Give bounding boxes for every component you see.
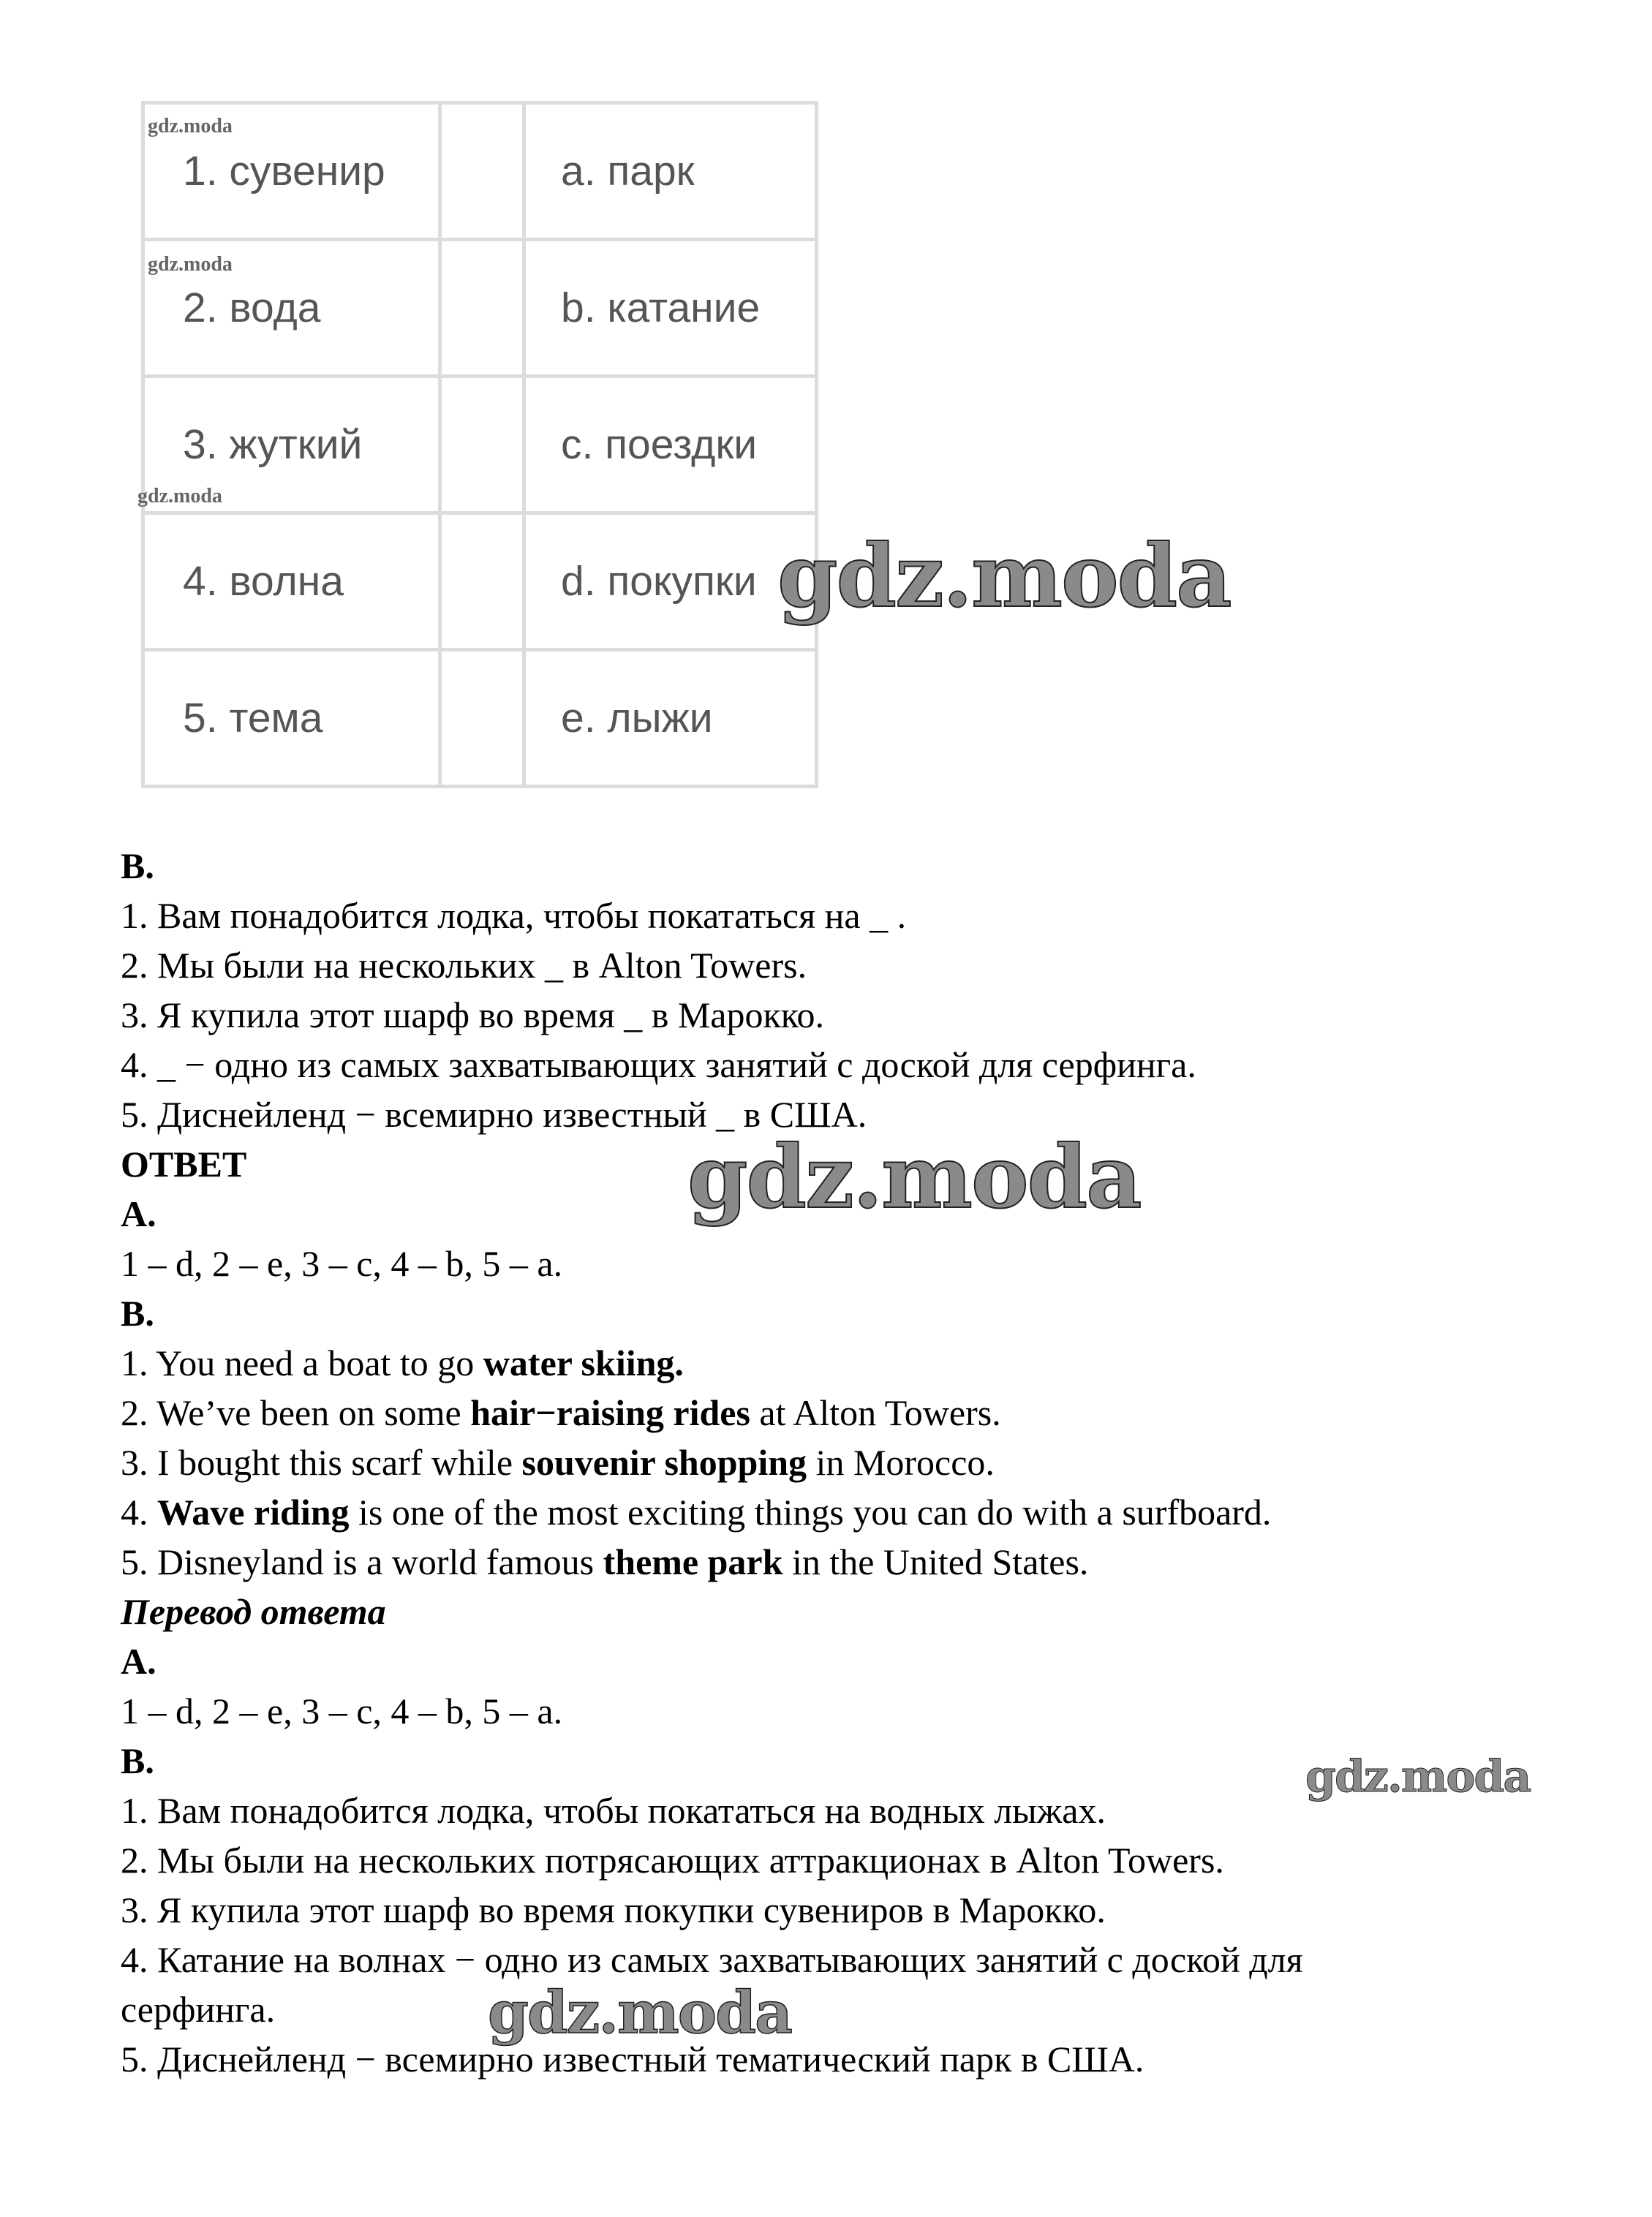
answer-line (121, 1438, 995, 1487)
table-cell-empty (440, 240, 524, 377)
table-cell-right (524, 650, 817, 787)
answer-b-heading: B. (121, 1293, 154, 1334)
table-item: 5. тема (183, 695, 323, 741)
translation-line: 3. Я купила этот шарф во время покупки сувениров в Марокко. (121, 1889, 1106, 1930)
watermark-small: gdz.moda (148, 115, 233, 137)
answer-text: in the United States. (782, 1541, 1089, 1582)
translation-line: 2. Мы были на нескольких потрясающих аттракционах в Alton Towers. (121, 1840, 1224, 1881)
table-item: 4. волна (183, 558, 344, 605)
table-cell-left (143, 240, 440, 377)
answer-a-heading: A. (121, 1193, 156, 1234)
answer-line (121, 1388, 1001, 1438)
table-cell-right (524, 240, 817, 377)
watermark: gdz.moda (687, 1126, 1141, 1228)
answer-text: 5. Disneyland is a world famous (121, 1541, 603, 1582)
answer-text: 3. I bought this scarf while (121, 1442, 522, 1483)
answer-line (121, 1338, 684, 1388)
translation-line: 4. Катание на волнах − одно из самых захватывающих занятий с доской для (121, 1939, 1303, 1980)
table-cell-left (143, 650, 440, 787)
task-line: 3. Я купила этот шарф во время _ в Марокко. (121, 994, 825, 1035)
watermark-small: gdz.moda (148, 253, 233, 276)
translation-a-heading: A. (121, 1641, 156, 1682)
section-heading: B. (121, 845, 154, 886)
table-cell-left (143, 513, 440, 650)
answer-keyword: theme park (603, 1541, 783, 1582)
answer-line (121, 1487, 1271, 1537)
answer-keyword: souvenir shopping (521, 1442, 807, 1483)
answer-text: 1. You need a boat to go (121, 1342, 483, 1383)
translation-line: серфинга. (121, 1989, 276, 2030)
translation-a-text: 1 – d, 2 – e, 3 – c, 4 – b, 5 – a. (121, 1691, 563, 1731)
table-cell-right (524, 103, 817, 240)
watermark-small: gdz.moda (137, 485, 222, 507)
table-item: d. покупки (561, 558, 757, 605)
watermark: gdz.moda (488, 1978, 791, 2047)
translation-line: 5. Диснейленд − всемирно известный тематический парк в США. (121, 2039, 1144, 2080)
task-line: 1. Вам понадобится лодка, чтобы покататься на _ . (121, 895, 907, 936)
watermark: gdz.moda (1305, 1751, 1531, 1802)
table-cell-right (524, 377, 817, 513)
answer-text: 4. (121, 1492, 157, 1533)
answer-keyword: hair−raising rides (470, 1392, 750, 1433)
translation-b-heading: B. (121, 1740, 154, 1781)
translation-heading: Перевод ответа (121, 1591, 386, 1632)
table-cell-right (524, 513, 817, 650)
table-item: 2. вода (183, 284, 321, 331)
table-item: e. лыжи (561, 695, 713, 741)
answer-text: is one of the most exciting things you can do with a surfboard. (349, 1492, 1272, 1533)
table-cell-empty (440, 103, 524, 240)
matching-table (137, 101, 818, 788)
answer-a-text: 1 – d, 2 – e, 3 – c, 4 – b, 5 – a. (121, 1243, 563, 1284)
answer-text: in Morocco. (807, 1442, 995, 1483)
table-cell-empty (440, 650, 524, 787)
table-cell-empty (440, 513, 524, 650)
task-line: 2. Мы были на нескольких _ в Alton Towers. (121, 945, 807, 986)
task-line: 5. Диснейленд − всемирно известный _ в США. (121, 1094, 867, 1135)
table-item: a. парк (561, 148, 695, 194)
table-item: c. поездки (561, 421, 758, 468)
answer-text: at Alton Towers. (750, 1392, 1001, 1433)
table-cell-left (143, 103, 440, 240)
answer-keyword: Wave riding (157, 1492, 350, 1533)
table-cell-left (137, 377, 440, 513)
task-line: 4. _ − одно из самых захватывающих занятий с доской для серфинга. (121, 1044, 1196, 1085)
table-item: 1. сувенир (183, 148, 385, 194)
answer-line (121, 1537, 1088, 1587)
answer-heading: ОТВЕТ (121, 1144, 247, 1185)
table-item: 3. жуткий (183, 421, 363, 468)
answer-keyword: water skiing. (483, 1342, 684, 1383)
translation-line: 1. Вам понадобится лодка, чтобы покататься на водных лыжах. (121, 1790, 1106, 1831)
watermark: gdz.moda (777, 525, 1231, 627)
table-item: b. катание (561, 284, 761, 331)
answer-text: 2. We’ve been on some (121, 1392, 471, 1433)
table-cell-empty (440, 377, 524, 513)
